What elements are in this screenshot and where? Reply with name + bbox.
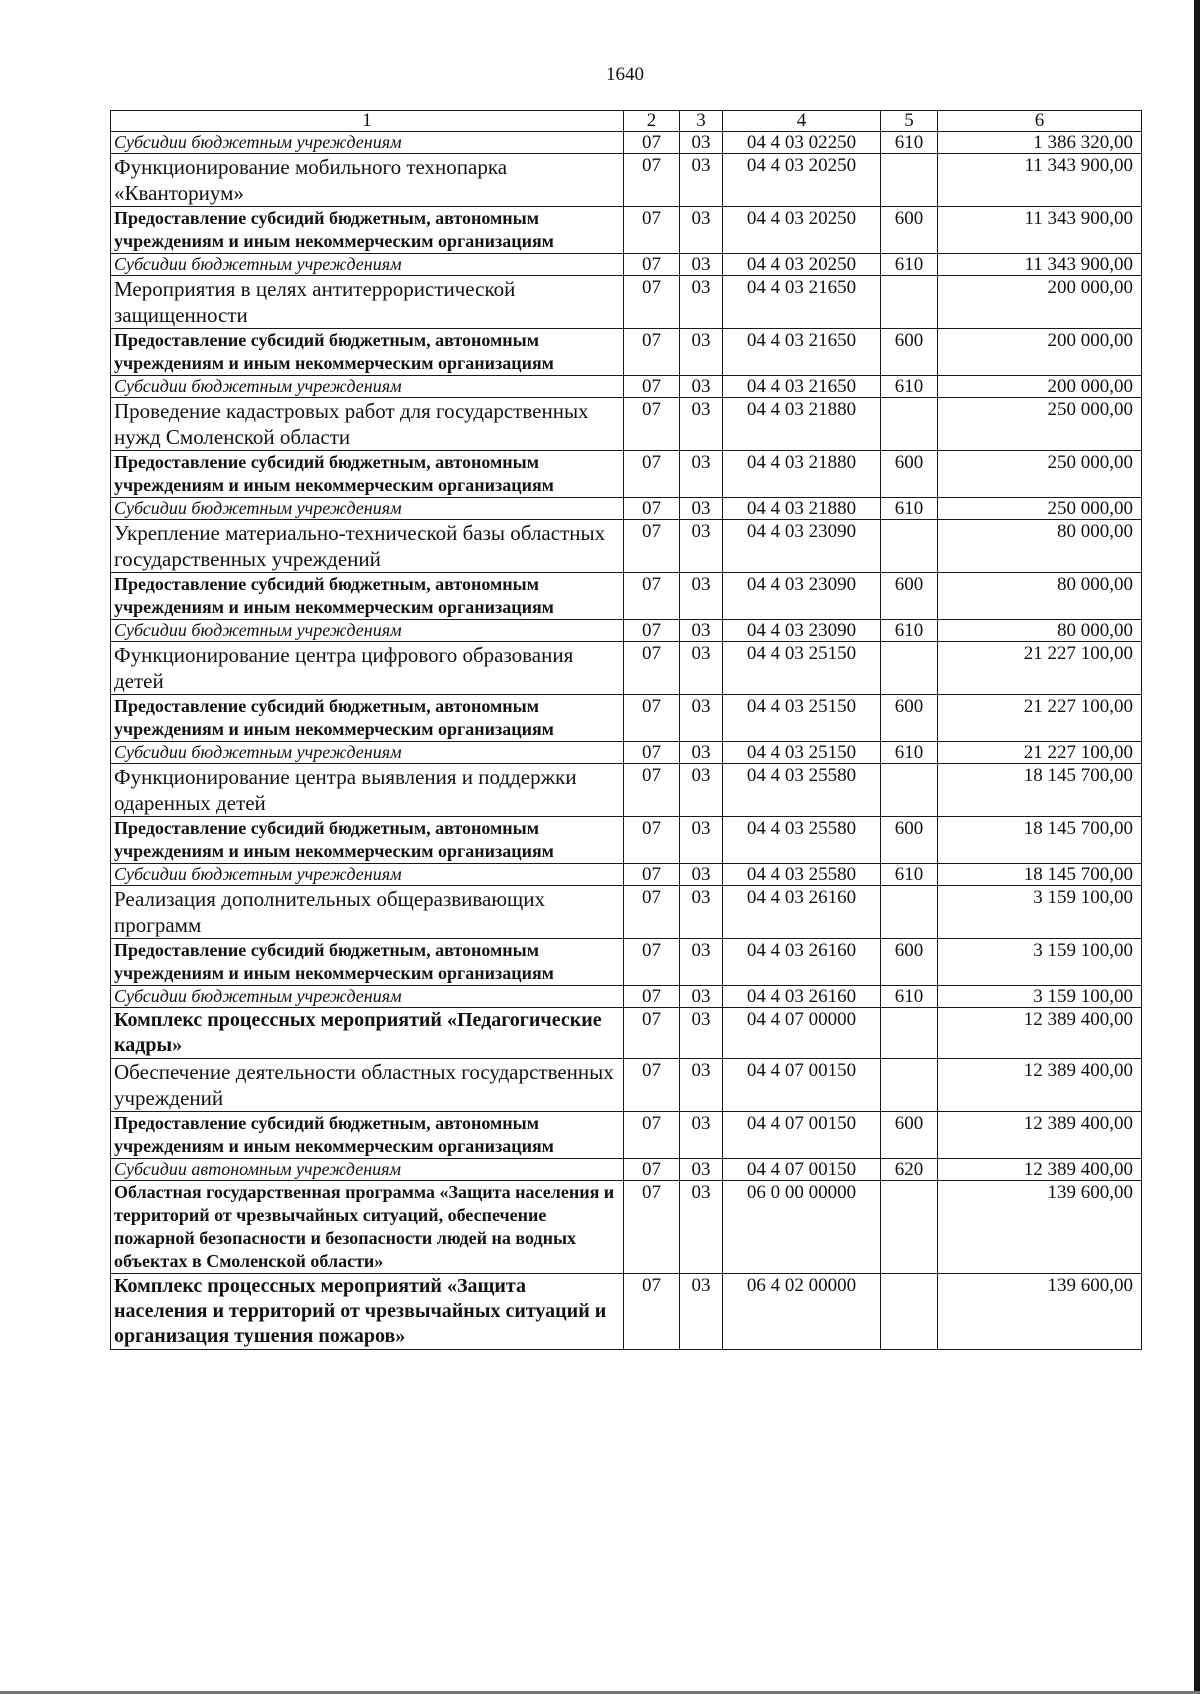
amount: 80 000,00: [938, 520, 1142, 573]
item-name: Реализация дополнительных общеразвивающих программ: [111, 886, 624, 939]
target-article-code: 04 4 03 21650: [723, 376, 881, 398]
item-name: Предоставление субсидий бюджетным, автономным учреждениям и иным некоммерческим организациям: [111, 573, 624, 620]
table-row: [111, 154, 1142, 207]
table-row: [111, 1112, 1142, 1159]
subsection-code: 03: [680, 498, 723, 520]
section-code: 07: [624, 886, 680, 939]
budget-table: [110, 110, 1142, 1350]
section-code: 07: [624, 1181, 680, 1274]
amount: 11 343 900,00: [938, 254, 1142, 276]
item-name: Субсидии бюджетным учреждениям: [111, 254, 624, 276]
item-name: Проведение кадастровых работ для государственных нужд Смоленской области: [111, 398, 624, 451]
expense-type-code: 600: [881, 1112, 938, 1159]
expense-type-code: [881, 1008, 938, 1059]
section-code: 07: [624, 695, 680, 742]
item-name: Функционирование центра цифрового образования детей: [111, 642, 624, 695]
amount: 18 145 700,00: [938, 764, 1142, 817]
table-row: [111, 207, 1142, 254]
section-code: 07: [624, 620, 680, 642]
item-name: Обеспечение деятельности областных государственных учреждений: [111, 1059, 624, 1112]
item-name: Предоставление субсидий бюджетным, автономным учреждениям и иным некоммерческим организациям: [111, 1112, 624, 1159]
amount: 12 389 400,00: [938, 1059, 1142, 1112]
table-row: [111, 254, 1142, 276]
section-code: 07: [624, 207, 680, 254]
expense-type-code: [881, 276, 938, 329]
table-row: [111, 132, 1142, 154]
amount: 12 389 400,00: [938, 1159, 1142, 1181]
section-code: 07: [624, 986, 680, 1008]
section-code: 07: [624, 1274, 680, 1350]
item-name: Функционирование центра выявления и поддержки одаренных детей: [111, 764, 624, 817]
target-article-code: 04 4 03 26160: [723, 939, 881, 986]
target-article-code: 04 4 07 00150: [723, 1059, 881, 1112]
amount: 200 000,00: [938, 376, 1142, 398]
expense-type-code: [881, 1181, 938, 1274]
target-article-code: 04 4 03 21650: [723, 276, 881, 329]
table-row: [111, 376, 1142, 398]
expense-type-code: [881, 154, 938, 207]
subsection-code: 03: [680, 1181, 723, 1274]
amount: 200 000,00: [938, 329, 1142, 376]
subsection-code: 03: [680, 154, 723, 207]
column-number-3: 3: [680, 111, 723, 132]
amount: 3 159 100,00: [938, 886, 1142, 939]
target-article-code: 04 4 07 00150: [723, 1112, 881, 1159]
item-name: Субсидии бюджетным учреждениям: [111, 132, 624, 154]
table-row: [111, 398, 1142, 451]
section-code: 07: [624, 254, 680, 276]
section-code: 07: [624, 742, 680, 764]
amount: 18 145 700,00: [938, 864, 1142, 886]
amount: 250 000,00: [938, 398, 1142, 451]
subsection-code: 03: [680, 1008, 723, 1059]
subsection-code: 03: [680, 520, 723, 573]
expense-type-code: 600: [881, 695, 938, 742]
item-name: Предоставление субсидий бюджетным, автономным учреждениям и иным некоммерческим организациям: [111, 817, 624, 864]
table-row: [111, 329, 1142, 376]
amount: 18 145 700,00: [938, 817, 1142, 864]
amount: 80 000,00: [938, 573, 1142, 620]
target-article-code: 04 4 07 00150: [723, 1159, 881, 1181]
amount: 21 227 100,00: [938, 642, 1142, 695]
section-code: 07: [624, 154, 680, 207]
table-row: [111, 764, 1142, 817]
subsection-code: 03: [680, 276, 723, 329]
section-code: 07: [624, 398, 680, 451]
item-name: Предоставление субсидий бюджетным, автономным учреждениям и иным некоммерческим организациям: [111, 329, 624, 376]
expense-type-code: 610: [881, 986, 938, 1008]
expense-type-code: 600: [881, 573, 938, 620]
amount: 11 343 900,00: [938, 154, 1142, 207]
target-article-code: 04 4 03 21880: [723, 498, 881, 520]
amount: 11 343 900,00: [938, 207, 1142, 254]
table-row: [111, 642, 1142, 695]
column-number-2: 2: [624, 111, 680, 132]
subsection-code: 03: [680, 817, 723, 864]
subsection-code: 03: [680, 254, 723, 276]
subsection-code: 03: [680, 886, 723, 939]
item-name: Субсидии бюджетным учреждениям: [111, 986, 624, 1008]
subsection-code: 03: [680, 620, 723, 642]
expense-type-code: [881, 886, 938, 939]
expense-type-code: [881, 642, 938, 695]
target-article-code: 04 4 03 02250: [723, 132, 881, 154]
section-code: 07: [624, 451, 680, 498]
item-name: Субсидии бюджетным учреждениям: [111, 376, 624, 398]
item-name: Субсидии бюджетным учреждениям: [111, 742, 624, 764]
table-row: [111, 1181, 1142, 1274]
section-code: 07: [624, 573, 680, 620]
target-article-code: 04 4 03 26160: [723, 986, 881, 1008]
target-article-code: 04 4 03 21880: [723, 451, 881, 498]
section-code: 07: [624, 764, 680, 817]
page-number: 1640: [606, 64, 644, 85]
target-article-code: 04 4 03 23090: [723, 520, 881, 573]
amount: 3 159 100,00: [938, 939, 1142, 986]
expense-type-code: 600: [881, 207, 938, 254]
table-row: [111, 817, 1142, 864]
target-article-code: 04 4 03 21880: [723, 398, 881, 451]
section-code: 07: [624, 1159, 680, 1181]
expense-type-code: 610: [881, 376, 938, 398]
item-name: Предоставление субсидий бюджетным, автономным учреждениям и иным некоммерческим организациям: [111, 939, 624, 986]
column-number-6: 6: [938, 111, 1142, 132]
target-article-code: 04 4 03 25150: [723, 695, 881, 742]
subsection-code: 03: [680, 573, 723, 620]
target-article-code: 06 0 00 00000: [723, 1181, 881, 1274]
target-article-code: 04 4 03 20250: [723, 154, 881, 207]
item-name: Субсидии бюджетным учреждениям: [111, 864, 624, 886]
subsection-code: 03: [680, 376, 723, 398]
table-row: [111, 498, 1142, 520]
section-code: 07: [624, 276, 680, 329]
expense-type-code: [881, 764, 938, 817]
amount: 200 000,00: [938, 276, 1142, 329]
section-code: 07: [624, 1059, 680, 1112]
section-code: 07: [624, 939, 680, 986]
expense-type-code: 610: [881, 864, 938, 886]
section-code: 07: [624, 498, 680, 520]
amount: 80 000,00: [938, 620, 1142, 642]
expense-type-code: [881, 520, 938, 573]
scan-edge-right: [1194, 0, 1200, 1694]
column-number-5: 5: [881, 111, 938, 132]
expense-type-code: 600: [881, 451, 938, 498]
section-code: 07: [624, 520, 680, 573]
target-article-code: 04 4 03 23090: [723, 620, 881, 642]
table-body: [111, 132, 1142, 1350]
table-row: [111, 695, 1142, 742]
expense-type-code: 620: [881, 1159, 938, 1181]
expense-type-code: [881, 398, 938, 451]
table-row: [111, 573, 1142, 620]
amount: 250 000,00: [938, 498, 1142, 520]
subsection-code: 03: [680, 742, 723, 764]
table-row: [111, 1159, 1142, 1181]
amount: 12 389 400,00: [938, 1112, 1142, 1159]
table-row: [111, 520, 1142, 573]
target-article-code: 04 4 03 21650: [723, 329, 881, 376]
subsection-code: 03: [680, 132, 723, 154]
target-article-code: 04 4 03 25580: [723, 764, 881, 817]
target-article-code: 04 4 03 20250: [723, 207, 881, 254]
table-row: [111, 986, 1142, 1008]
target-article-code: 04 4 03 25150: [723, 742, 881, 764]
item-name: Укрепление материально-технической базы областных государственных учреждений: [111, 520, 624, 573]
item-name: Субсидии бюджетным учреждениям: [111, 498, 624, 520]
amount: 1 386 320,00: [938, 132, 1142, 154]
table-row: [111, 276, 1142, 329]
item-name: Функционирование мобильного технопарка «Кванториум»: [111, 154, 624, 207]
section-code: 07: [624, 817, 680, 864]
table-row: [111, 1008, 1142, 1059]
item-name: Субсидии бюджетным учреждениям: [111, 620, 624, 642]
amount: 12 389 400,00: [938, 1008, 1142, 1059]
subsection-code: 03: [680, 329, 723, 376]
item-name: Областная государственная программа «Защита населения и территорий от чрезвычайных ситуаций, обеспечение пожарной безопасности и безопасности людей на водных объектах в Смоленской области»: [111, 1181, 624, 1274]
item-name: Предоставление субсидий бюджетным, автономным учреждениям и иным некоммерческим организациям: [111, 451, 624, 498]
subsection-code: 03: [680, 1274, 723, 1350]
expense-type-code: 610: [881, 742, 938, 764]
table-row: [111, 939, 1142, 986]
subsection-code: 03: [680, 398, 723, 451]
target-article-code: 04 4 03 25150: [723, 642, 881, 695]
section-code: 07: [624, 329, 680, 376]
amount: 139 600,00: [938, 1274, 1142, 1350]
target-article-code: 06 4 02 00000: [723, 1274, 881, 1350]
section-code: 07: [624, 864, 680, 886]
subsection-code: 03: [680, 939, 723, 986]
subsection-code: 03: [680, 764, 723, 817]
amount: 139 600,00: [938, 1181, 1142, 1274]
column-number-1: 1: [111, 111, 624, 132]
item-name: Предоставление субсидий бюджетным, автономным учреждениям и иным некоммерческим организациям: [111, 207, 624, 254]
target-article-code: 04 4 07 00000: [723, 1008, 881, 1059]
subsection-code: 03: [680, 1159, 723, 1181]
item-name: Субсидии автономным учреждениям: [111, 1159, 624, 1181]
section-code: 07: [624, 642, 680, 695]
amount: 3 159 100,00: [938, 986, 1142, 1008]
subsection-code: 03: [680, 642, 723, 695]
item-name: Мероприятия в целях антитеррористической защищенности: [111, 276, 624, 329]
target-article-code: 04 4 03 25580: [723, 864, 881, 886]
subsection-code: 03: [680, 1059, 723, 1112]
amount: 250 000,00: [938, 451, 1142, 498]
section-code: 07: [624, 132, 680, 154]
table-row: [111, 451, 1142, 498]
expense-type-code: 610: [881, 254, 938, 276]
target-article-code: 04 4 03 20250: [723, 254, 881, 276]
column-number-row: [111, 111, 1142, 132]
column-number-4: 4: [723, 111, 881, 132]
section-code: 07: [624, 376, 680, 398]
expense-type-code: 600: [881, 817, 938, 864]
subsection-code: 03: [680, 451, 723, 498]
table-row: [111, 1059, 1142, 1112]
subsection-code: 03: [680, 1112, 723, 1159]
expense-type-code: 610: [881, 620, 938, 642]
subsection-code: 03: [680, 207, 723, 254]
expense-type-code: [881, 1274, 938, 1350]
item-name: Комплекс процессных мероприятий «Защита населения и территорий от чрезвычайных ситуаций и организация тушения пожаров»: [111, 1274, 624, 1350]
table-row: [111, 620, 1142, 642]
subsection-code: 03: [680, 864, 723, 886]
target-article-code: 04 4 03 23090: [723, 573, 881, 620]
table-row: [111, 864, 1142, 886]
expense-type-code: 610: [881, 498, 938, 520]
subsection-code: 03: [680, 695, 723, 742]
target-article-code: 04 4 03 25580: [723, 817, 881, 864]
table-row: [111, 886, 1142, 939]
item-name: Предоставление субсидий бюджетным, автономным учреждениям и иным некоммерческим организациям: [111, 695, 624, 742]
expense-type-code: [881, 1059, 938, 1112]
section-code: 07: [624, 1008, 680, 1059]
amount: 21 227 100,00: [938, 742, 1142, 764]
expense-type-code: 600: [881, 939, 938, 986]
item-name: Комплекс процессных мероприятий «Педагогические кадры»: [111, 1008, 624, 1059]
subsection-code: 03: [680, 986, 723, 1008]
table-row: [111, 1274, 1142, 1350]
section-code: 07: [624, 1112, 680, 1159]
expense-type-code: 600: [881, 329, 938, 376]
amount: 21 227 100,00: [938, 695, 1142, 742]
target-article-code: 04 4 03 26160: [723, 886, 881, 939]
table-row: [111, 742, 1142, 764]
expense-type-code: 610: [881, 132, 938, 154]
